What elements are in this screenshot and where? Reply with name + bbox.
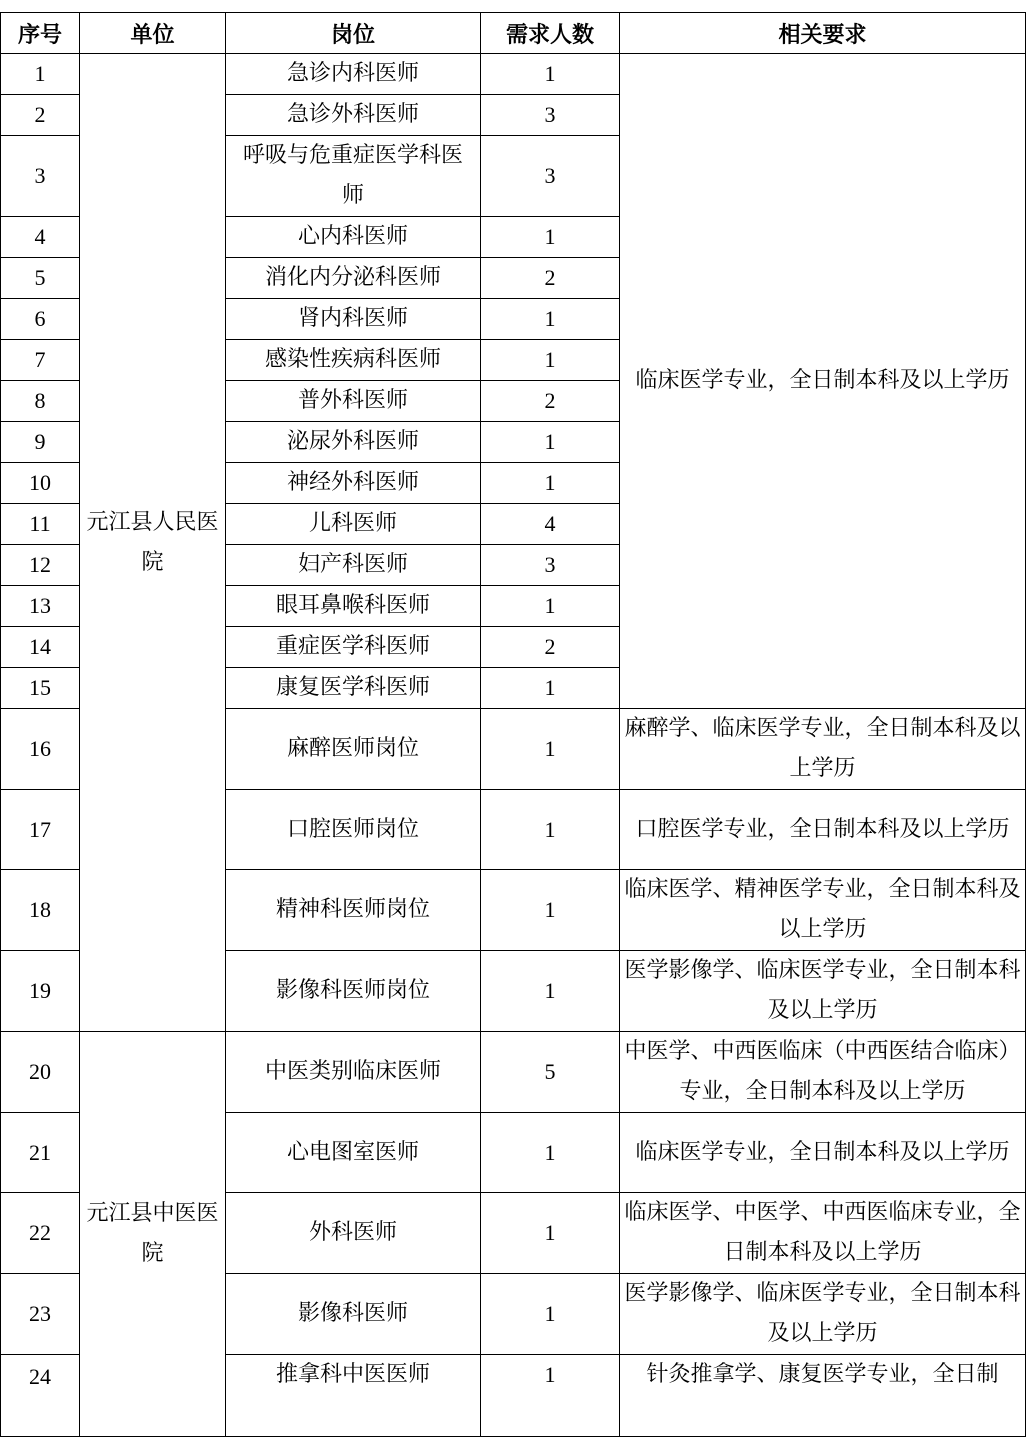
row-no: 19 bbox=[1, 951, 80, 1032]
row-position: 麻醉医师岗位 bbox=[226, 709, 481, 790]
row-count: 1 bbox=[481, 1274, 620, 1355]
requirement-cell: 医学影像学、临床医学专业，全日制本科及以上学历 bbox=[620, 951, 1026, 1032]
row-position: 泌尿外科医师 bbox=[226, 422, 481, 463]
row-no: 24 bbox=[1, 1355, 80, 1437]
row-count: 3 bbox=[481, 136, 620, 217]
row-position: 影像科医师岗位 bbox=[226, 951, 481, 1032]
row-no: 18 bbox=[1, 870, 80, 951]
row-no: 1 bbox=[1, 54, 80, 95]
row-count: 5 bbox=[481, 1032, 620, 1113]
row-no: 11 bbox=[1, 504, 80, 545]
row-count: 3 bbox=[481, 545, 620, 586]
row-position: 妇产科医师 bbox=[226, 545, 481, 586]
row-position: 普外科医师 bbox=[226, 381, 481, 422]
row-count: 1 bbox=[481, 790, 620, 870]
requirement-cell: 医学影像学、临床医学专业，全日制本科及以上学历 bbox=[620, 1274, 1026, 1355]
row-no: 10 bbox=[1, 463, 80, 504]
row-position: 感染性疾病科医师 bbox=[226, 340, 481, 381]
row-position: 康复医学科医师 bbox=[226, 668, 481, 709]
row-no: 23 bbox=[1, 1274, 80, 1355]
row-no: 6 bbox=[1, 299, 80, 340]
row-count: 1 bbox=[481, 951, 620, 1032]
requirement-cell: 中医学、中西医临床（中西医结合临床）专业，全日制本科及以上学历 bbox=[620, 1032, 1026, 1113]
row-no: 22 bbox=[1, 1193, 80, 1274]
row-no: 5 bbox=[1, 258, 80, 299]
row-position: 外科医师 bbox=[226, 1193, 481, 1274]
requirement-cell: 临床医学、中医学、中西医临床专业，全日制本科及以上学历 bbox=[620, 1193, 1026, 1274]
recruitment-table bbox=[0, 12, 1026, 1437]
row-count: 1 bbox=[481, 422, 620, 463]
row-count: 1 bbox=[481, 54, 620, 95]
row-no: 14 bbox=[1, 627, 80, 668]
row-no: 17 bbox=[1, 790, 80, 870]
requirement-cell: 临床医学专业，全日制本科及以上学历 bbox=[620, 54, 1026, 709]
header-no: 序号 bbox=[1, 13, 80, 54]
requirement-cell: 临床医学专业，全日制本科及以上学历 bbox=[620, 1113, 1026, 1193]
row-count: 1 bbox=[481, 299, 620, 340]
row-count: 1 bbox=[481, 668, 620, 709]
row-position: 影像科医师 bbox=[226, 1274, 481, 1355]
row-no: 4 bbox=[1, 217, 80, 258]
header-position: 岗位 bbox=[226, 13, 481, 54]
row-count: 1 bbox=[481, 463, 620, 504]
row-no: 12 bbox=[1, 545, 80, 586]
row-count: 1 bbox=[481, 709, 620, 790]
row-count: 1 bbox=[481, 870, 620, 951]
unit-cell: 元江县中医医院 bbox=[80, 1032, 226, 1437]
row-no: 13 bbox=[1, 586, 80, 627]
row-position: 心内科医师 bbox=[226, 217, 481, 258]
row-count: 1 bbox=[481, 1113, 620, 1193]
row-position: 消化内分泌科医师 bbox=[226, 258, 481, 299]
row-count: 1 bbox=[481, 586, 620, 627]
row-position: 急诊外科医师 bbox=[226, 95, 481, 136]
row-count: 2 bbox=[481, 258, 620, 299]
header-requirements: 相关要求 bbox=[620, 13, 1026, 54]
row-position: 精神科医师岗位 bbox=[226, 870, 481, 951]
row-count: 1 bbox=[481, 217, 620, 258]
row-no: 16 bbox=[1, 709, 80, 790]
row-count: 2 bbox=[481, 381, 620, 422]
row-no: 15 bbox=[1, 668, 80, 709]
row-count: 2 bbox=[481, 627, 620, 668]
table-header-row bbox=[1, 13, 1026, 54]
row-no: 3 bbox=[1, 136, 80, 217]
row-position: 重症医学科医师 bbox=[226, 627, 481, 668]
row-no: 9 bbox=[1, 422, 80, 463]
header-count: 需求人数 bbox=[481, 13, 620, 54]
requirement-cell: 针灸推拿学、康复医学专业，全日制 bbox=[620, 1355, 1026, 1437]
row-count: 1 bbox=[481, 340, 620, 381]
row-count: 1 bbox=[481, 1355, 620, 1437]
unit-cell: 元江县人民医院 bbox=[80, 54, 226, 1032]
row-no: 7 bbox=[1, 340, 80, 381]
requirement-cell: 口腔医学专业，全日制本科及以上学历 bbox=[620, 790, 1026, 870]
row-no: 8 bbox=[1, 381, 80, 422]
header-unit: 单位 bbox=[80, 13, 226, 54]
requirement-cell: 临床医学、精神医学专业，全日制本科及以上学历 bbox=[620, 870, 1026, 951]
row-no: 20 bbox=[1, 1032, 80, 1113]
row-position: 呼吸与危重症医学科医师 bbox=[226, 136, 481, 217]
row-position: 肾内科医师 bbox=[226, 299, 481, 340]
row-position: 中医类别临床医师 bbox=[226, 1032, 481, 1113]
row-position: 急诊内科医师 bbox=[226, 54, 481, 95]
row-position: 眼耳鼻喉科医师 bbox=[226, 586, 481, 627]
row-position: 心电图室医师 bbox=[226, 1113, 481, 1193]
row-count: 3 bbox=[481, 95, 620, 136]
row-no: 2 bbox=[1, 95, 80, 136]
table-row bbox=[1, 1032, 1026, 1113]
row-position: 推拿科中医医师 bbox=[226, 1355, 481, 1437]
row-no: 21 bbox=[1, 1113, 80, 1193]
row-position: 口腔医师岗位 bbox=[226, 790, 481, 870]
row-count: 1 bbox=[481, 1193, 620, 1274]
row-position: 神经外科医师 bbox=[226, 463, 481, 504]
row-count: 4 bbox=[481, 504, 620, 545]
row-position: 儿科医师 bbox=[226, 504, 481, 545]
requirement-cell: 麻醉学、临床医学专业，全日制本科及以上学历 bbox=[620, 709, 1026, 790]
table-row bbox=[1, 54, 1026, 95]
